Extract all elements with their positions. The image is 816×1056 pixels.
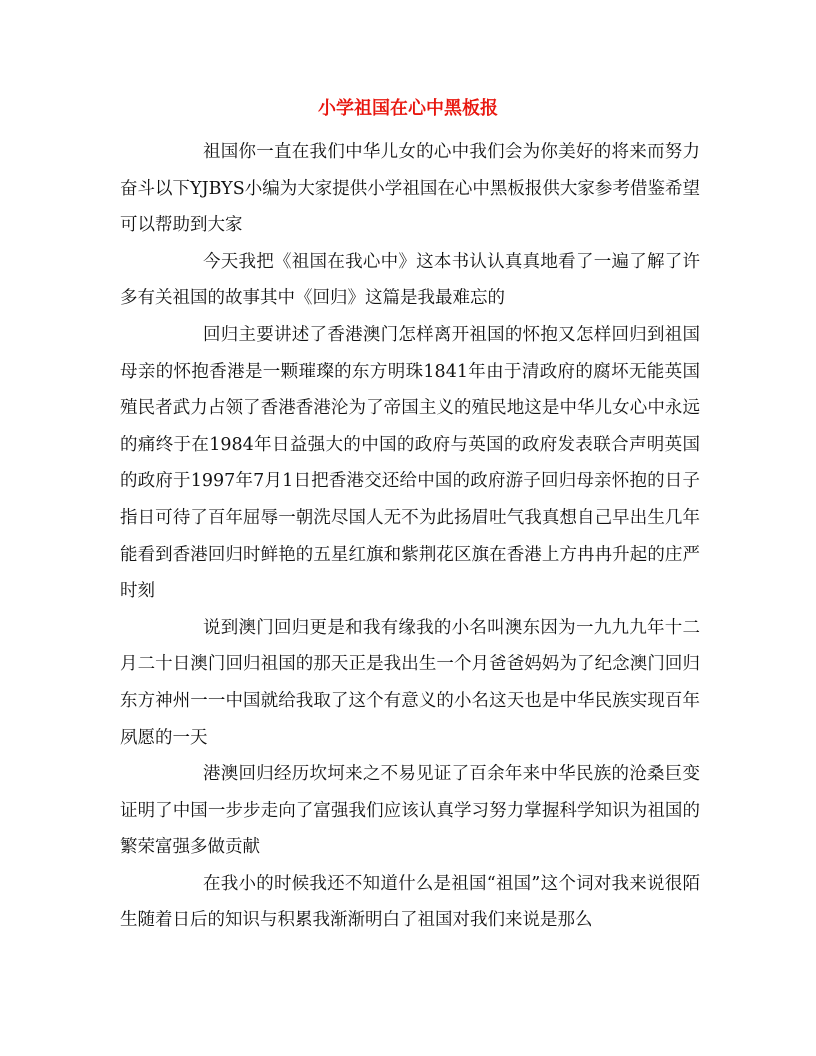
page-title: 小学祖国在心中黑板报	[318, 98, 498, 119]
article-body	[120, 134, 700, 939]
paragraph-book: 今天我把《祖国在我心中》这本书认认真真地看了一遍了解了许多有关祖国的故事其中《回归》这篇是我最难忘的	[120, 251, 700, 309]
paragraph-macau: 说到澳门回归更是和我有缘我的小名叫澳东因为一九九九年十二月二十日澳门回归祖国的那天正是我出生一个月爸爸妈妈为了纪念澳门回归东方神州一一中国就给我取了这个有意义的小名这天也是中华民族实现百年夙愿的一天	[120, 617, 700, 748]
paragraph-significance: 港澳回归经历坎坷来之不易见证了百余年来中华民族的沧桑巨变证明了中国一步步走向了富强我们应该认真学习努力掌握科学知识为祖国的繁荣富强多做贡献	[120, 764, 700, 858]
paragraph-return-history: 回归主要讲述了香港澳门怎样离开祖国的怀抱又怎样回归到祖国母亲的怀抱香港是一颗璀璨的东方明珠1841年由于清政府的腐坏无能英国殖民者武力占领了香港香港沦为了帝国主义的殖民地这是中华儿女心中永远的痛终于在1984年日益强大的中国的政府与英国的政府发表联合声明英国的政府于1997年7月1日把香港交还给中国的政府游子回归母亲怀抱的日子指日可待了百年屈辱一朝洗尽国人无不为此扬眉吐气我真想自己早出生几年能看到香港回归时鲜艳的五星红旗和紫荆花区旗在香港上方冉冉升起的庄严时刻	[120, 324, 700, 602]
paragraph-intro: 祖国你一直在我们中华儿女的心中我们会为你美好的将来而努力奋斗以下YJBYS小编为大家提供小学祖国在心中黑板报供大家参考借鉴希望可以帮助到大家	[120, 142, 700, 236]
paragraph-childhood: 在我小的时候我还不知道什么是祖国“祖国”这个词对我来说很陌生随着日后的知识与积累我渐渐明白了祖国对我们来说是那么	[120, 873, 700, 931]
